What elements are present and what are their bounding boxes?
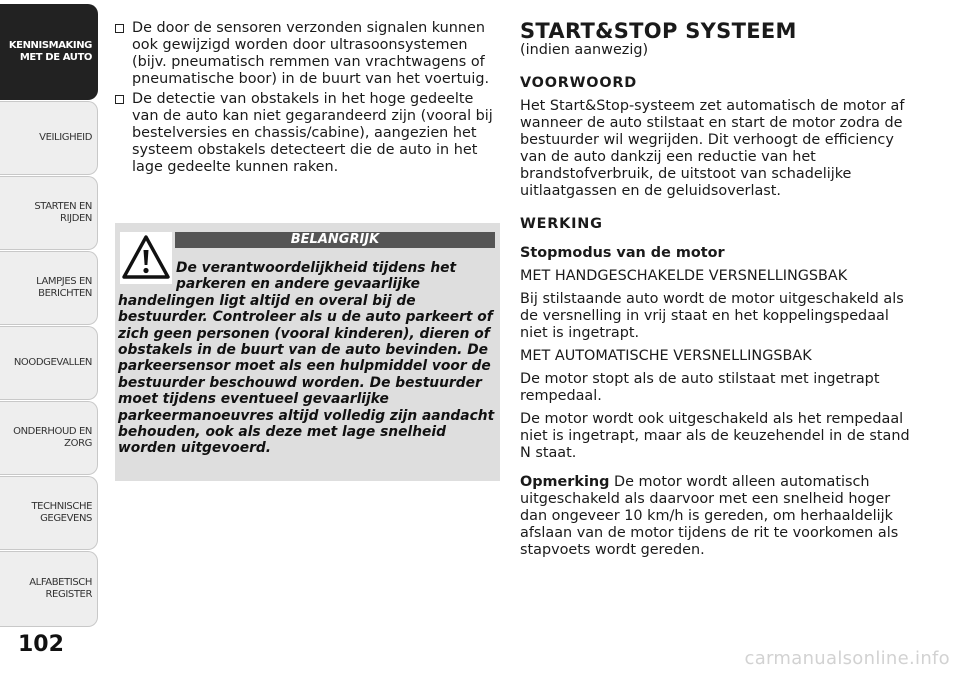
automatic-gearbox-text-2: De motor wordt ook uitgeschakeld als het rempedaal niet is ingetrapt, maar als de keuzehendel in de stand N staat.	[520, 411, 910, 461]
stop-mode-heading: Stopmodus van de motor	[520, 245, 725, 261]
page-number: 102	[18, 632, 64, 657]
watermark: carmanualsonline.info	[744, 648, 950, 669]
warning-text: De verantwoordelijkheid tijdens het parkeren en andere gevaarlijke handelingen ligt altijd en overal bij de bestuurder. Controleer als u de auto parkeert of zich geen personen (vooral kinderen), dieren of obstakels in de buurt van de auto bevinden. De parkeersensor moet als een hulpmiddel voor de bestuurder beschouwd worden. De bestuurder moet tijdens eventueel gevaarlijke parkeermanoeuvres altijd volledig zijn aandacht behouden, ook als deze met lage snelheid worden uitgevoerd.	[118, 260, 495, 457]
foreword-text: Het Start&Stop-systeem zet automatisch de motor af wanneer de auto stilstaat en start de motor zodra de bestuurder wil wegrijden. Dit verhoogt de efficiency van de auto dankzij een reductie van het brandstofverbruik, de uitstoot van schadelijke uitlaatgassen en de geluidsoverlast.	[520, 98, 905, 199]
section-subtitle: (indien aanwezig)	[520, 42, 649, 58]
manual-gearbox-heading: MET HANDGESCHAKELDE VERSNELLINGSBAK	[520, 268, 848, 284]
tab-alfabetisch-register[interactable]	[0, 551, 98, 627]
checkbox-bullet-icon	[115, 24, 124, 33]
left-column	[115, 20, 500, 179]
operation-heading: WERKING	[520, 216, 603, 232]
tab-label: NOODGEVALLEN	[13, 357, 92, 368]
section-title: START&STOP SYSTEEM	[520, 19, 797, 43]
tab-kennismaking[interactable]	[0, 4, 98, 100]
checkbox-bullet-icon	[115, 95, 124, 104]
warning-heading: BELANGRIJK	[175, 232, 495, 248]
note-text: De motor wordt alleen automatisch uitgeschakeld als daarvoor met een snelheid hoger dan ongeveer 10 km/h is gereden, om herhaaldelijk afslaan van de motor tijdens de rit te voorkomen als stapvoets wordt gereden.	[520, 474, 899, 558]
tab-noodgevallen[interactable]	[0, 326, 98, 400]
note-paragraph	[520, 474, 915, 559]
tab-veiligheid[interactable]	[0, 101, 98, 175]
note-label: Opmerking	[520, 474, 610, 490]
right-column	[520, 20, 915, 559]
chapter-tabs	[0, 0, 102, 640]
tab-label: TECHNISCHE GEGEVENS	[31, 501, 92, 524]
foreword-heading: VOORWOORD	[520, 75, 637, 91]
bullet-text: De detectie van obstakels in het hoge gedeelte van de auto kan niet gegarandeerd zijn (vooral bij bestelversies en chassis/cabine), aangezien het systeem obstakels detecteert die de auto in het lage gedeelte kunnen raken.	[132, 91, 493, 175]
bullet-text: De door de sensoren verzonden signalen kunnen ook gewijzigd worden door ultrasoonsystemen (bijv. pneumatisch remmen van vrachtwagens of pneumatische boor) in de buurt van het voertuig.	[132, 20, 490, 87]
warning-box	[115, 223, 500, 481]
automatic-gearbox-text: De motor stopt als de auto stilstaat met ingetrapt rempedaal.	[520, 371, 880, 404]
tab-label: LAMPJES EN BERICHTEN	[36, 276, 92, 299]
automatic-gearbox-heading: MET AUTOMATISCHE VERSNELLINGSBAK	[520, 348, 812, 364]
tab-lampjes-en-berichten[interactable]	[0, 251, 98, 325]
tab-label: VEILIGHEID	[39, 132, 92, 143]
tab-label: ONDERHOUD EN ZORG	[13, 426, 92, 449]
tab-starten-en-rijden[interactable]	[0, 176, 98, 250]
tab-technische-gegevens[interactable]	[0, 476, 98, 550]
warning-text-block	[115, 260, 498, 457]
bullet-item	[115, 91, 500, 176]
bullet-item	[115, 20, 500, 88]
tab-label: ALFABETISCH REGISTER	[29, 577, 92, 600]
icon-spacer	[118, 260, 176, 290]
manual-gearbox-text: Bij stilstaande auto wordt de motor uitgeschakeld als de versnelling in vrij staat en het koppelingspedaal niet is ingetrapt.	[520, 291, 904, 341]
tab-label: KENNISMAKING MET DE AUTO	[8, 40, 92, 63]
tab-onderhoud-en-zorg[interactable]	[0, 401, 98, 475]
tab-label: STARTEN EN RIJDEN	[34, 201, 92, 224]
